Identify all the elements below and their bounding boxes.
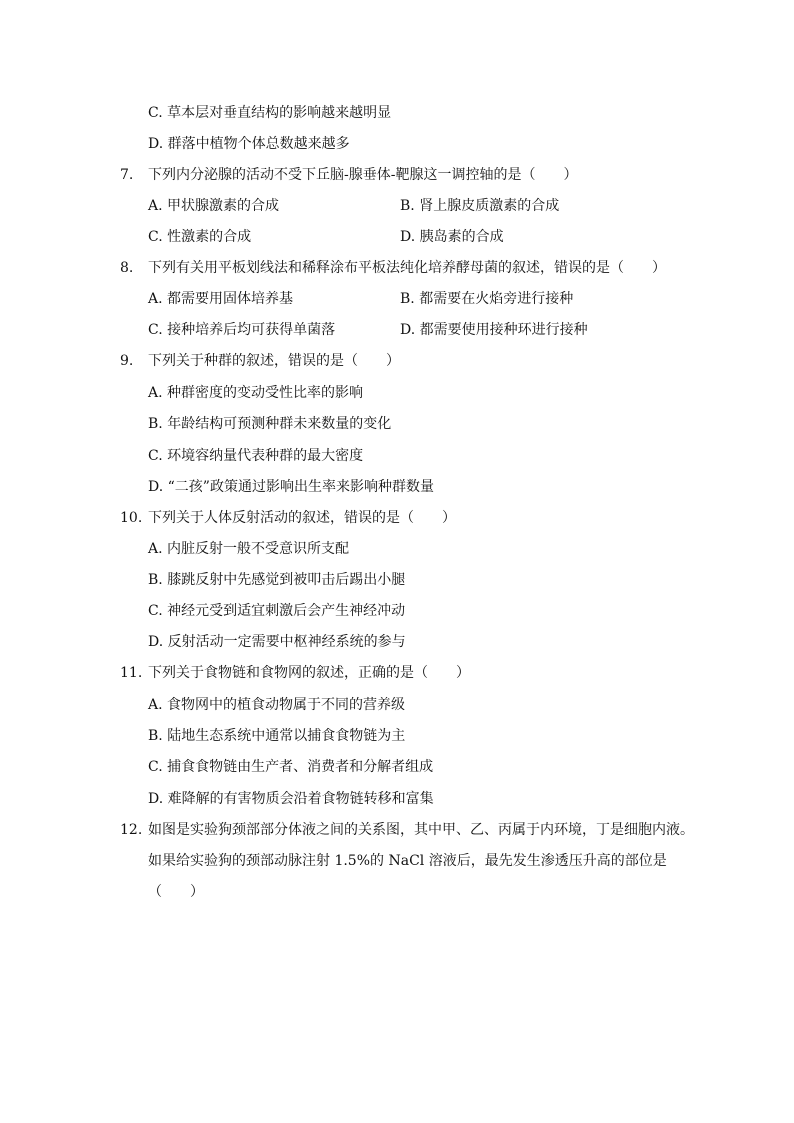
q10-option-c: C. 神经元受到适宜刺激后会产生神经冲动 — [148, 603, 406, 619]
q11-option-d: D. 难降解的有害物质会沿着食物链转移和富集 — [148, 791, 434, 807]
q8-number: 8. — [120, 260, 134, 276]
q7-option-b: B. 肾上腺皮质激素的合成 — [400, 198, 560, 214]
q9-stem: 下列关于种群的叙述，错误的是（ ） — [148, 353, 400, 369]
q8-option-c: C. 接种培养后均可获得单菌落 — [148, 322, 336, 338]
q11-option-a: A. 食物网中的植食动物属于不同的营养级 — [148, 697, 406, 713]
q7-option-c: C. 性激素的合成 — [148, 229, 252, 245]
q12-stem-line-3: （ ） — [148, 884, 204, 900]
q8-option-a: A. 都需要用固体培养基 — [148, 291, 294, 307]
q10-option-d: D. 反射活动一定需要中枢神经系统的参与 — [148, 634, 406, 650]
q11-option-c: C. 捕食食物链由生产者、消费者和分解者组成 — [148, 759, 434, 775]
q8-option-d: D. 都需要使用接种环进行接种 — [400, 322, 588, 338]
q12-stem-line-1: 如图是实验狗颈部部分体液之间的关系图，其中甲、乙、丙属于内环境，丁是细胞内液。 — [148, 822, 694, 838]
q8-stem: 下列有关用平板划线法和稀释涂布平板法纯化培养酵母菌的叙述，错误的是（ ） — [148, 260, 666, 276]
q9-option-a: A. 种群密度的变动受性比率的影响 — [148, 385, 364, 401]
q7-option-d: D. 胰岛素的合成 — [400, 229, 504, 245]
q12-stem-line-2: 如果给实验狗的颈部动脉注射 1.5%的 NaCl 溶液后，最先发生渗透压升高的部位是 — [148, 853, 667, 869]
q7-stem: 下列内分泌腺的活动不受下丘脑-腺垂体-靶腺这一调控轴的是（ ） — [148, 167, 578, 183]
q9-option-b: B. 年龄结构可预测种群未来数量的变化 — [148, 416, 392, 432]
q8-option-b: B. 都需要在火焰旁进行接种 — [400, 291, 574, 307]
q10-number: 10. — [120, 510, 143, 526]
q7-number: 7. — [120, 167, 134, 183]
q11-stem: 下列关于食物链和食物网的叙述，正确的是（ ） — [148, 665, 470, 681]
q9-number: 9. — [120, 353, 134, 369]
q10-stem: 下列关于人体反射活动的叙述，错误的是（ ） — [148, 510, 456, 526]
q9-option-d: D. “二孩”政策通过影响出生率来影响种群数量 — [148, 479, 434, 495]
q7-option-a: A. 甲状腺激素的合成 — [148, 198, 280, 214]
q10-option-b: B. 膝跳反射中先感觉到被叩击后踢出小腿 — [148, 572, 406, 588]
q11-number: 11. — [120, 665, 143, 681]
q12-number: 12. — [120, 822, 143, 838]
q10-option-a: A. 内脏反射一般不受意识所支配 — [148, 541, 350, 557]
q6-option-c: C. 草本层对垂直结构的影响越来越明显 — [148, 105, 392, 121]
q11-option-b: B. 陆地生态系统中通常以捕食食物链为主 — [148, 728, 406, 744]
q9-option-c: C. 环境容纳量代表种群的最大密度 — [148, 448, 364, 464]
q6-option-d: D. 群落中植物个体总数越来越多 — [148, 136, 350, 152]
